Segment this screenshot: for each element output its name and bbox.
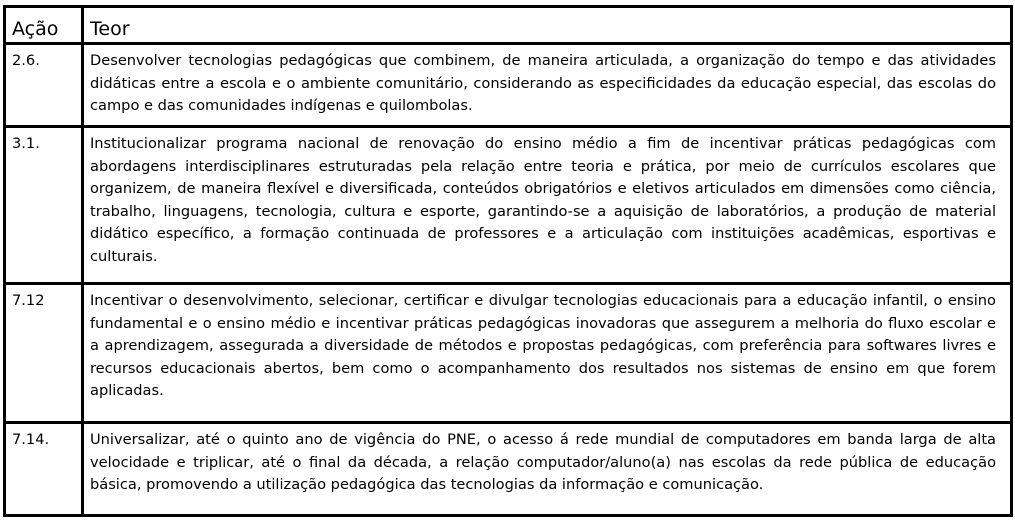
table-row (5, 284, 1012, 423)
action-content-cell: Desenvolver tecnologias pedagógicas que combinem, de maneira articulada, a organização do tempo e das atividades didáticas entre a escola e o ambiente comunitário, considerando as especificidades da educação especial, das escolas do campo e das comunidades indígenas e quilombolas. (83, 44, 1012, 127)
action-content-cell: Institucionalizar programa nacional de renovação do ensino médio a fim de incentivar práticas pedagógicas com abordagens interdisciplinares estruturadas pela relação entre teoria e prática, por meio de currículos escolares que organizem, de maneira flexível e diversificada, conteúdos obrigatórios e eletivos articulados em dimensões como ciência, trabalho, linguagens, tecnologia, cultura e esporte, garantindo-se a aquisição de laboratórios, a produção de material didático específico, a formação continuada de professores e a articulação com instituições acadêmicas, esportivas e culturais. (83, 127, 1012, 284)
table-row (5, 423, 1012, 516)
action-content-cell: Universalizar, até o quinto ano de vigência do PNE, o acesso á rede mundial de computadores em banda larga de alta velocidade e triplicar, até o final da década, a relação computador/aluno(a) nas escolas da rede pública de educação básica, promovendo a utilização pedagógica das tecnologias da informação e comunicação. (83, 423, 1012, 516)
action-code-cell: 7.14. (5, 423, 83, 516)
action-content-cell: Incentivar o desenvolvimento, selecionar, certificar e divulgar tecnologias educacionais para a educação infantil, o ensino fundamental e o ensino médio e incentivar práticas pedagógicas inovadoras que assegurem a melhoria do fluxo escolar e a aprendizagem, assegurada a diversidade de métodos e propostas pedagógicas, com preferência para softwares livres e recursos educacionais abertos, bem como o acompanhamento dos resultados nos sistemas de ensino em que forem aplicadas. (83, 284, 1012, 423)
column-header-teor: Teor (83, 7, 1012, 44)
table-header-row (5, 7, 1012, 44)
actions-table (3, 5, 1013, 517)
table-row (5, 44, 1012, 127)
action-code-cell: 3.1. (5, 127, 83, 284)
action-code-cell: 2.6. (5, 44, 83, 127)
action-code-cell: 7.12 (5, 284, 83, 423)
table-row (5, 127, 1012, 284)
column-header-acao: Ação (5, 7, 83, 44)
